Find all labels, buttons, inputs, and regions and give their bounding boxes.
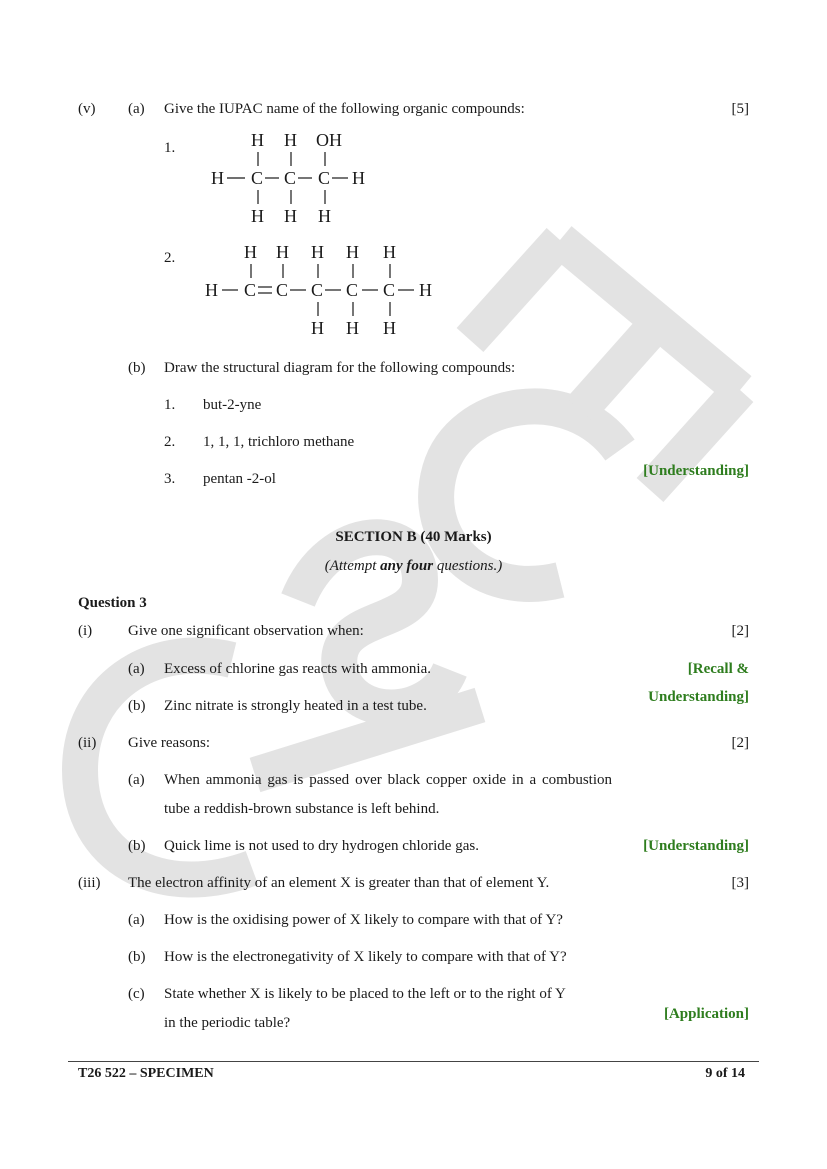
- structural-formula-1: [205, 126, 395, 228]
- question-text: in the periodic table?: [164, 1015, 291, 1031]
- question-number: (iii): [78, 875, 101, 891]
- atom: H: [211, 168, 224, 188]
- atom: C: [318, 168, 331, 188]
- page-number: 9 of 14: [705, 1066, 745, 1081]
- item-number: 2.: [164, 434, 176, 450]
- atom: H: [276, 242, 289, 262]
- atom: H: [419, 280, 432, 300]
- question-text: Give one significant observation when:: [128, 623, 364, 639]
- question-text: How is the electronegativity of X likely to compare with that of Y?: [164, 949, 567, 965]
- marks: [3]: [731, 875, 749, 891]
- part-label: (a): [128, 912, 145, 928]
- structural-formula-2: [200, 238, 450, 340]
- compound-number: 1.: [164, 140, 176, 156]
- question-text: Draw the structural diagram for the following compounds:: [164, 360, 516, 376]
- atom: H: [205, 280, 218, 300]
- item-number: 3.: [164, 471, 176, 487]
- item-text: but-2-yne: [203, 397, 262, 413]
- marks: [5]: [731, 101, 749, 117]
- atom: H: [251, 206, 264, 226]
- atom: H: [244, 242, 257, 262]
- compound-number: 2.: [164, 250, 176, 266]
- question-title: Question 3: [78, 595, 147, 611]
- atom: C: [383, 280, 396, 300]
- question-text: When ammonia gas is passed over black copper oxide in a combustion tube a reddish-brown substance is left behind.: [164, 772, 612, 817]
- part-label: (a): [128, 101, 145, 117]
- atom: H: [311, 318, 324, 338]
- marks: [2]: [731, 735, 749, 751]
- atom: H: [318, 206, 331, 226]
- question-text: State whether X is likely to be placed to the left or to the right of Y: [164, 986, 566, 1002]
- question-text: Excess of chlorine gas reacts with ammonia.: [164, 661, 431, 677]
- footer-paper-code: T26 522 – SPECIMEN: [78, 1066, 214, 1081]
- part-label: (b): [128, 360, 146, 376]
- atom: H: [383, 242, 396, 262]
- question-text: The electron affinity of an element X is greater than that of element Y.: [128, 875, 550, 891]
- atom: H: [346, 318, 359, 338]
- atom: H: [383, 318, 396, 338]
- atom: C: [311, 280, 324, 300]
- atom: C: [251, 168, 264, 188]
- atom: H: [251, 130, 264, 150]
- atom: OH: [316, 130, 342, 150]
- part-label: (a): [128, 661, 145, 677]
- atom: H: [284, 130, 297, 150]
- question-text: Give reasons:: [128, 735, 211, 751]
- question-text: How is the oxidising power of X likely to compare with that of Y?: [164, 912, 563, 928]
- question-number: (i): [78, 623, 93, 639]
- part-label: (b): [128, 838, 146, 854]
- skill-tag: [Application]: [663, 1006, 749, 1022]
- question-text: Zinc nitrate is strongly heated in a test tube.: [164, 698, 427, 714]
- atom: C: [284, 168, 297, 188]
- part-label: (b): [128, 949, 146, 965]
- part-label: (b): [128, 698, 146, 714]
- question-text: Give the IUPAC name of the following organic compounds:: [164, 101, 525, 117]
- item-text: pentan -2-ol: [203, 471, 276, 487]
- section-title: SECTION B (40 Marks): [335, 529, 492, 545]
- item-text: 1, 1, 1, trichloro methane: [203, 434, 355, 450]
- footer-divider: [68, 1061, 759, 1062]
- atom: C: [244, 280, 257, 300]
- skill-tag: [Understanding]: [643, 838, 749, 854]
- atom: H: [311, 242, 324, 262]
- item-number: 1.: [164, 397, 176, 413]
- skill-tag: [Recall &: [687, 661, 749, 677]
- part-label: (c): [128, 986, 145, 1002]
- skill-tag: Understanding]: [648, 689, 749, 705]
- atom: C: [276, 280, 289, 300]
- atom: C: [346, 280, 359, 300]
- atom: H: [346, 242, 359, 262]
- atom: H: [352, 168, 365, 188]
- part-label: (a): [128, 772, 145, 788]
- question-number: (v): [78, 101, 96, 117]
- question-text: Quick lime is not used to dry hydrogen chloride gas.: [164, 838, 479, 854]
- question-number: (ii): [78, 735, 97, 751]
- section-instruction: (Attempt any four questions.): [324, 558, 503, 574]
- marks: [2]: [731, 623, 749, 639]
- atom: H: [284, 206, 297, 226]
- skill-tag: [Understanding]: [643, 463, 749, 479]
